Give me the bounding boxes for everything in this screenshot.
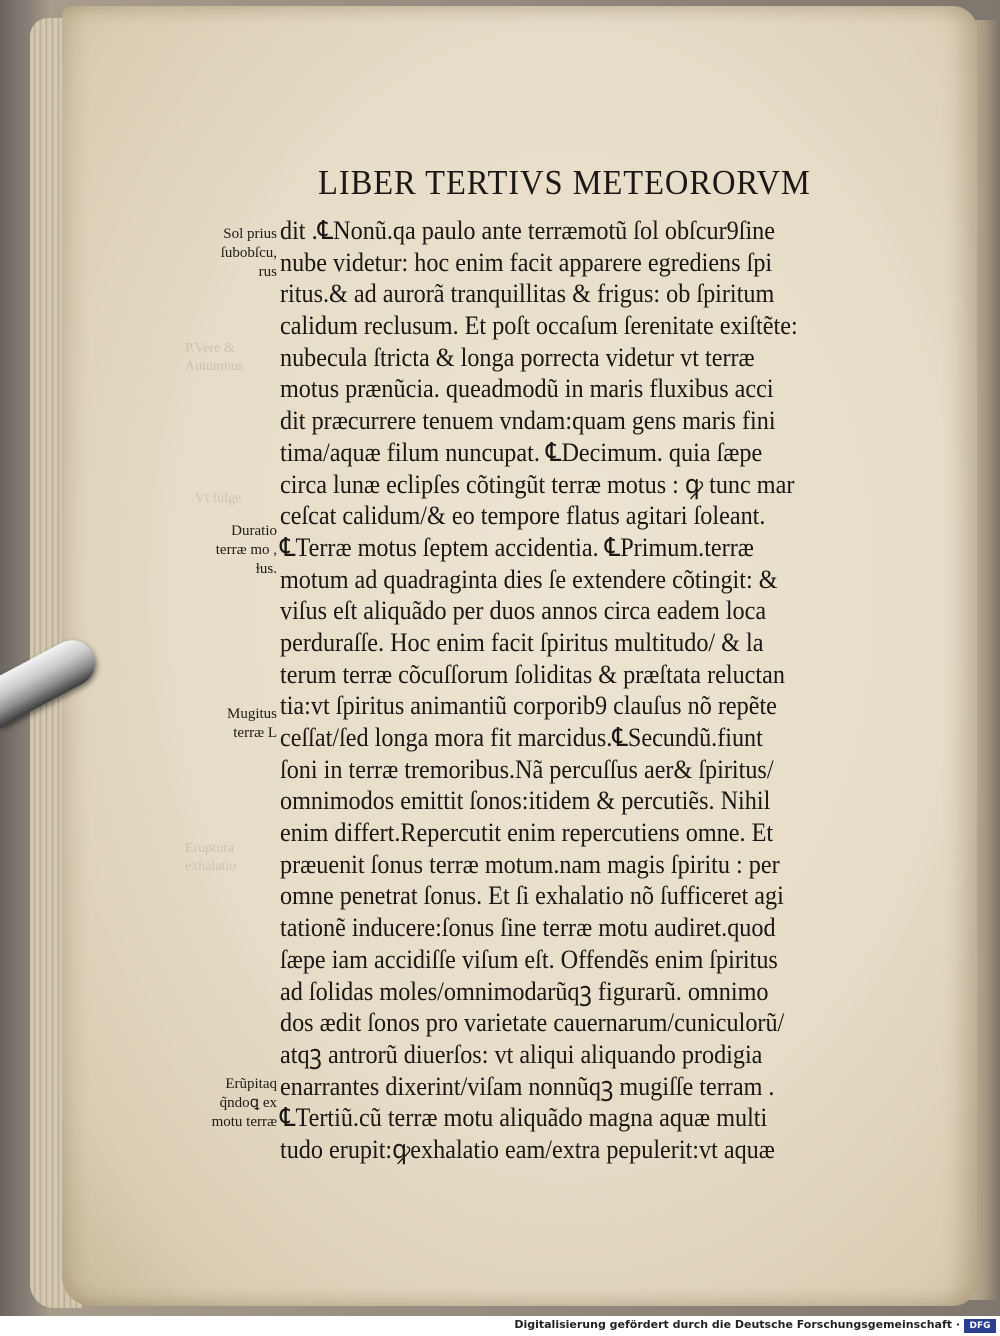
text-line: dit .℄Nonũ.qa paulo ante terræmotũ ſol obſcur9ſine xyxy=(280,216,776,245)
text-line: dos ædit ſonos pro varietate cauernarum/cuniculorũ/ xyxy=(280,1008,785,1038)
text-line: omnimodos emittit ſonos:itidem & percutiẽs. Nihil xyxy=(280,786,771,816)
text-line: ſoni in terræ tremoribus.Nã percuſſus aer& ſpiritus/ xyxy=(280,754,774,784)
text-line: ℄Terræ motus ſeptem accidentia. ℄Primum.terræ xyxy=(280,532,754,562)
page-header: LIBER TERTIVS METEORORVM xyxy=(318,163,811,202)
text-line: perduraſſe. Hoc enim facit ſpiritus multitudo/ & la xyxy=(280,627,764,657)
footer-credit: Digitalisierung gefördert durch die Deutsche Forschungsgemeinschaft · xyxy=(514,1318,960,1331)
text-line: viſus eſt aliquãdo per duos annos circa eadem loca xyxy=(280,596,767,626)
footer-bar xyxy=(0,1316,1000,1336)
text-line: præuenit ſonus terræ motum.nam magis ſpiritu : per xyxy=(280,849,780,879)
text-line: calidum reclusum. Et poſt occaſum ſerenitate exiſtẽte: xyxy=(280,311,798,341)
text-line: nube videtur: hoc enim facit apparere egrediens ſpi xyxy=(280,247,773,277)
body-text xyxy=(280,215,900,1166)
text-line: enarrantes dixerint/viſam nonnũqꝫ mugiſſe terram . xyxy=(280,1071,775,1101)
text-line: tima/aquæ filum nuncupat. ℄Decimum. quia ſæpe xyxy=(280,437,763,467)
text-line: ceſſat/ſed longa mora fit marcidus.℄Secundũ.fiunt xyxy=(280,723,763,752)
text-line: tudo erupit:ꝙexhalatio eam/extra pepulerit:vt aquæ xyxy=(280,1134,775,1164)
text-line: ℄Tertiũ.cũ terræ motu aliquãdo magna aquæ multi xyxy=(280,1103,768,1133)
text-line: ceſcat calidum/& eo tempore flatus agitari ſoleant. xyxy=(280,501,766,531)
bleed-through-text: P.Vere & Autumnus xyxy=(185,341,244,374)
text-line: tationẽ inducere:ſonus ſine terræ motu audiret.quod xyxy=(280,913,776,943)
text-line: dit præcurrere tenuem vndam:quam gens maris fini xyxy=(280,406,776,436)
text-line: nubecula ſtricta & longa porrecta videtur vt terræ xyxy=(280,342,755,372)
text-line: circa lunæ eclipſes cõtingũt terræ motus : ꝙ tunc mar xyxy=(280,469,795,499)
bleed-through-text: Eruptura exhalatio xyxy=(185,841,237,874)
margin-note: Erũpitaq q̃ndoꝗ ex motu terræ xyxy=(211,1076,277,1130)
bleed-through-text: Vt fulge xyxy=(195,491,242,506)
text-line: omne penetrat ſonus. Et ſi exhalatio nõ ſufficeret agi xyxy=(280,881,784,911)
text-line: atqꝫ antrorũ diuerſos: vt aliqui aliquando prodigia xyxy=(280,1039,763,1069)
text-line: motum ad quadraginta dies ſe extendere cõtingit: & xyxy=(280,564,778,594)
text-line: tia:vt ſpiritus animantiũ corporib9 clauſus nõ repẽte xyxy=(280,691,777,721)
text-line: motus prænũcia. queadmodũ in maris fluxibus acci xyxy=(280,374,774,404)
margin-note: Mugitus terræ L xyxy=(226,706,277,741)
margin-note: Sol prius ſubobſcu, rus xyxy=(220,226,277,280)
text-line: enim differt.Repercutit enim repercutiens omne. Et xyxy=(280,818,774,848)
margin-note: Duratio terræ mo , ɫus. xyxy=(215,523,277,577)
text-line: terum terræ cõcuſſorum ſoliditas & præſtata reluctan xyxy=(280,659,785,689)
text-line: ritus.& ad aurorã tranquillitas & frigus: ob ſpiritum xyxy=(280,279,775,309)
text-line: ad ſolidas moles/omnimodarũqꝫ figurarũ. omnimo xyxy=(280,976,769,1006)
text-line: ſæpe iam accidiſſe viſum eſt. Offendẽs enim ſpiritus xyxy=(280,944,778,974)
dfg-logo: DFG xyxy=(964,1319,996,1333)
